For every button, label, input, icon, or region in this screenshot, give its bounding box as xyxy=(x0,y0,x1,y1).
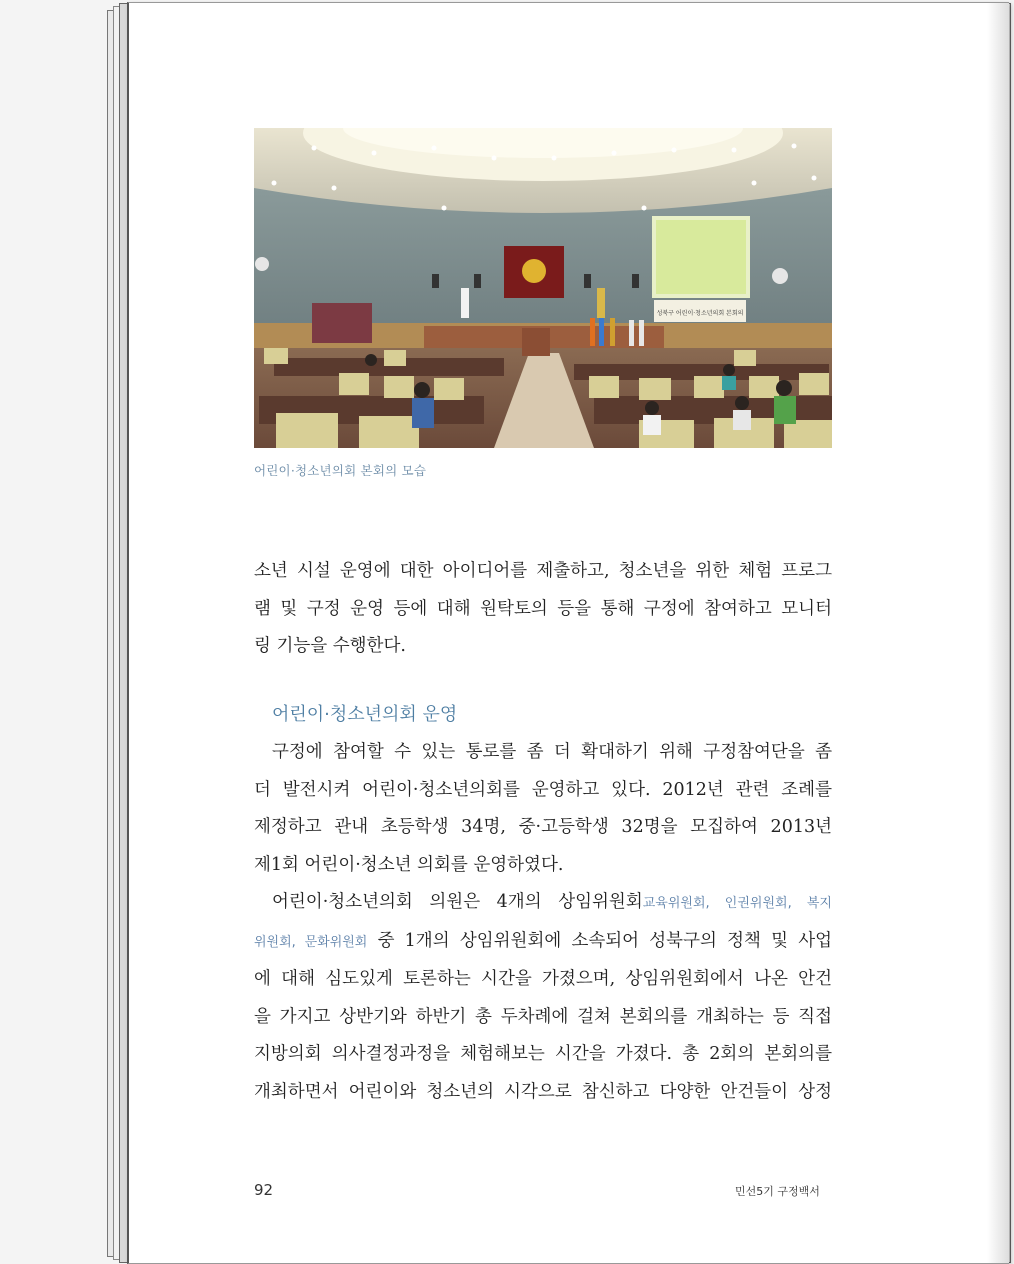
page-number: 92 xyxy=(254,1181,274,1199)
text-line: 을 가지고 상반기와 하반기 총 두차례에 걸쳐 본회의를 개최하는 등 직접 xyxy=(254,1006,832,1027)
text-line: 링 기능을 수행한다. xyxy=(254,636,406,656)
banner-text: 성북구 어린이·청소년의회 본회의 xyxy=(656,310,744,317)
committee-list-text: 위원회, 문화위원회 xyxy=(254,934,368,950)
text-line: 지방의회 의사결정과정을 체험해보는 시간을 가졌다. 총 2회의 본회의를 xyxy=(254,1044,832,1064)
paragraph-2 xyxy=(254,884,832,1111)
text-line: 더 발전시켜 어린이·청소년의회를 운영하고 있다. 2012년 관련 조례를 xyxy=(254,779,832,800)
photo-caption: 어린이·청소년의회 본회의 모습 xyxy=(254,463,427,478)
text-line: 개최하면서 어린이와 청소년의 시각으로 참신하고 다양한 안건들이 상정 xyxy=(254,1081,832,1102)
text-line: 램 및 구정 운영 등에 대해 원탁토의 등을 통해 구정에 참여하고 모니터 xyxy=(254,598,832,619)
running-head: 민선5기 구정백서 xyxy=(735,1185,820,1198)
intro-paragraph xyxy=(254,553,832,666)
text-line: 소년 시설 운영에 대한 아이디어를 제출하고, 청소년을 위한 체험 프로그 xyxy=(254,561,832,581)
council-chamber-photo xyxy=(254,128,832,448)
text-line xyxy=(254,923,832,962)
text-line: 제정하고 관내 초등학생 34명, 중·고등학생 32명을 모집하여 2013년 xyxy=(254,817,832,837)
book-page xyxy=(127,2,1009,1264)
committee-list-text: 교육위원회, 인권위원회, 복지 xyxy=(642,896,832,911)
section-subheading: 어린이·청소년의회 운영 xyxy=(272,704,458,725)
text-line xyxy=(254,884,832,923)
text-line: 구정에 참여할 수 있는 통로를 좀 더 확대하기 위해 구정참여단을 좀 xyxy=(272,742,832,762)
text-line: 에 대해 심도있게 토론하는 시간을 가졌으며, 상임위원회에서 나온 안건 xyxy=(254,969,832,989)
text-segment: 중 1개의 상임위원회에 소속되어 성북구의 정책 및 사업 xyxy=(367,930,833,951)
text-line: 제1회 어린이·청소년 의회를 운영하였다. xyxy=(254,854,564,875)
text-segment: 어린이·청소년의회 의원은 4개의 상임위원회 xyxy=(272,892,643,912)
paragraph-1 xyxy=(254,734,832,884)
